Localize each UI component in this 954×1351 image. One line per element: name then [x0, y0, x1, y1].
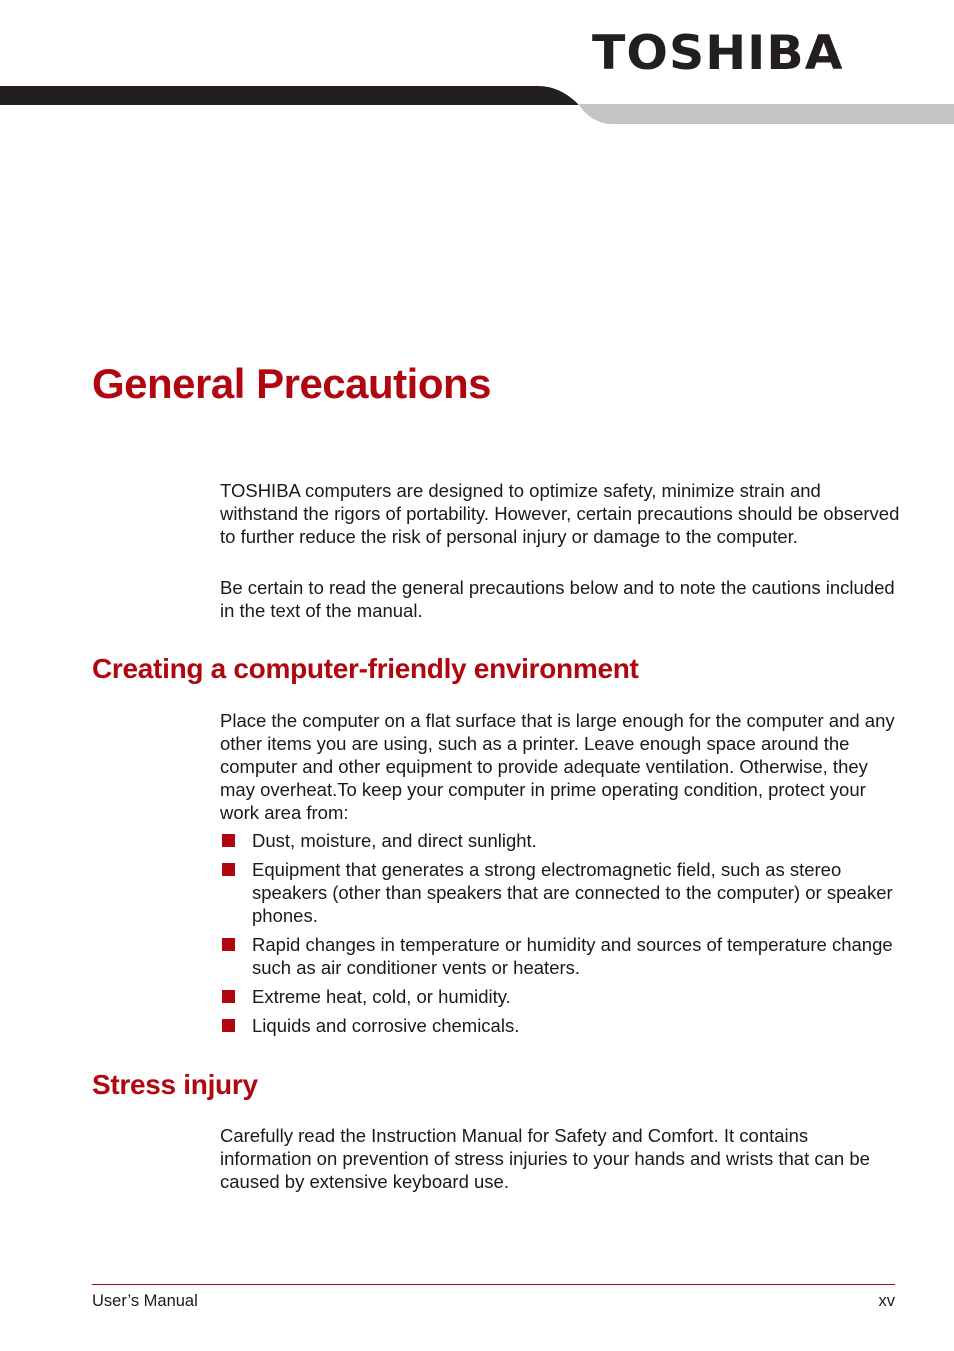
intro-paragraph-2: Be certain to read the general precautions below and to note the cautions included in the text of the manual. — [220, 577, 895, 621]
list-item-text: Rapid changes in temperature or humidity and sources of temperature change such as air conditioner vents or heaters. — [252, 934, 893, 978]
footer-page-number: xv — [878, 1292, 895, 1310]
stress-injury-paragraph: Carefully read the Instruction Manual for Safety and Comfort. It contains information on prevention of stress injuries to your hands and wrists that can be caused by extensive keyboard use. — [220, 1125, 870, 1192]
square-bullet-icon — [222, 1019, 235, 1032]
square-bullet-icon — [222, 863, 235, 876]
square-bullet-icon — [222, 990, 235, 1003]
list-item — [220, 933, 900, 979]
footer-manual-name: User’s Manual — [92, 1292, 198, 1310]
square-bullet-icon — [222, 938, 235, 951]
list-item — [220, 858, 900, 927]
environment-paragraph: Place the computer on a flat surface that is large enough for the computer and any other items you are using, such as a printer. Leave enough space around the computer and other equipment to provide adequate ventilation. Otherwise, they may overheat.To keep your computer in prime operating condition, protect your work area from: — [220, 710, 895, 823]
list-item-text: Equipment that generates a strong electromagnetic field, such as stereo speakers (other than speakers that are connected to the computer) or speaker phones. — [252, 859, 893, 926]
section-heading-stress-injury: Stress injury — [92, 1069, 258, 1100]
header-dark-bar — [0, 86, 578, 105]
header-decorative-bars — [0, 84, 954, 126]
intro-paragraph-1: TOSHIBA computers are designed to optimize safety, minimize strain and withstand the rigors of portability. However, certain precautions should be observed to further reduce the risk of personal injury or damage to the computer. — [220, 480, 900, 547]
toshiba-logo: TOSHIBA — [592, 26, 844, 81]
list-item-text: Liquids and corrosive chemicals. — [252, 1015, 520, 1036]
page-title: General Precautions — [92, 360, 491, 407]
list-item — [220, 1014, 900, 1037]
list-item-text: Dust, moisture, and direct sunlight. — [252, 830, 537, 851]
list-item — [220, 985, 900, 1008]
footer-divider — [92, 1284, 895, 1285]
list-item — [220, 829, 900, 852]
section-heading-environment: Creating a computer-friendly environment — [92, 653, 639, 684]
environment-bullet-list — [220, 829, 900, 1043]
header-light-bar — [578, 104, 954, 124]
list-item-text: Extreme heat, cold, or humidity. — [252, 986, 511, 1007]
square-bullet-icon — [222, 834, 235, 847]
